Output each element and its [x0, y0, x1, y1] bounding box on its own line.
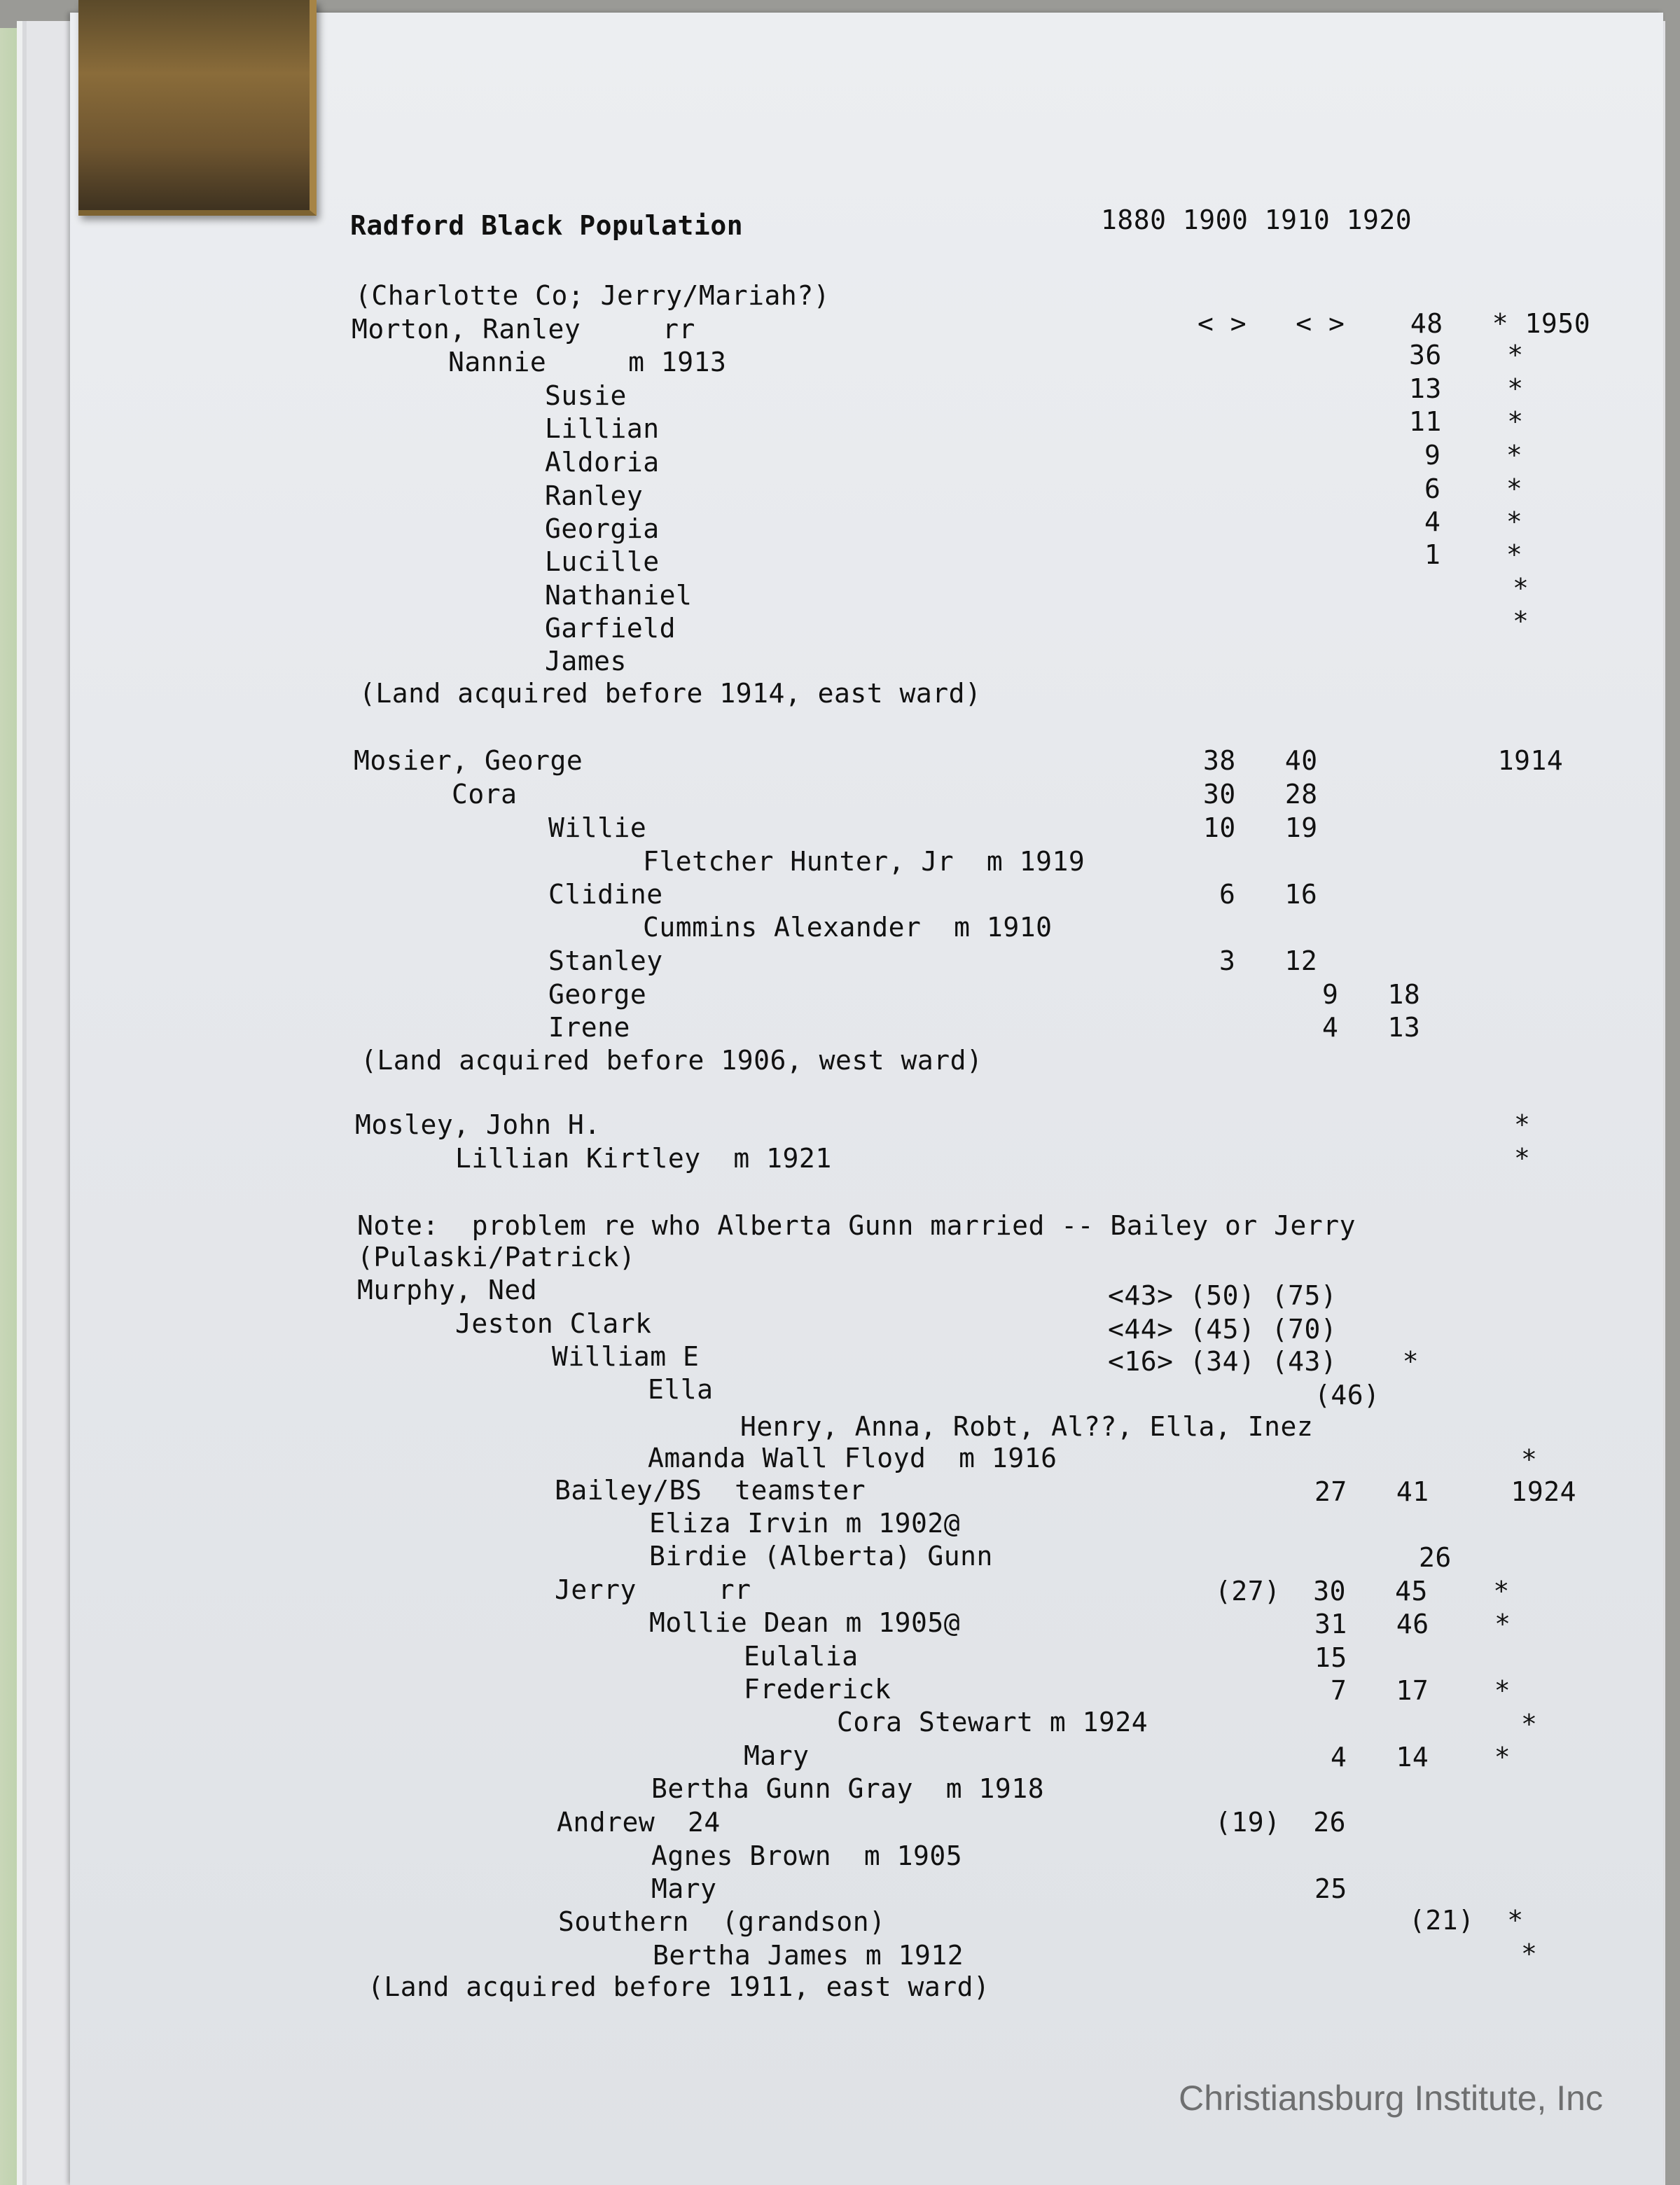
text-line: Southern (grandson): [558, 1906, 886, 1937]
census-values: (27) 30 45 *: [1215, 1576, 1510, 1607]
census-values: 4 14 *: [1331, 1742, 1511, 1773]
text-line: Frederick: [744, 1674, 891, 1705]
text-line: (Charlotte Co; Jerry/Mariah?): [355, 280, 830, 311]
text-line: (Pulaski/Patrick): [357, 1242, 636, 1272]
text-line: Ranley: [545, 480, 644, 511]
text-line: Georgia: [545, 513, 660, 544]
text-line: Amanda Wall Floyd m 1916: [648, 1443, 1057, 1473]
census-values: 38 40 1914: [1203, 745, 1564, 776]
binder-clip: [78, 0, 317, 216]
text-line: James: [545, 646, 627, 677]
text-line: Bailey/BS teamster: [555, 1475, 866, 1506]
census-values: 36 *: [1409, 340, 1524, 370]
text-line: Susie: [545, 380, 627, 411]
census-values: 10 19: [1203, 812, 1318, 843]
text-line: Lillian: [545, 413, 660, 444]
text-line: Aldoria: [545, 447, 660, 478]
text-line: Morton, Ranley rr: [352, 314, 695, 345]
text-line: Nathaniel: [545, 580, 693, 611]
text-line: Stanley: [548, 945, 663, 976]
text-line: Mollie Dean m 1905@: [649, 1607, 961, 1638]
census-values: 30 28: [1203, 779, 1318, 810]
census-values: (19) 26: [1215, 1807, 1347, 1838]
text-line: Mary: [651, 1873, 717, 1904]
census-values: 13 *: [1409, 373, 1524, 404]
text-line: Agnes Brown m 1905: [651, 1840, 963, 1871]
census-years-header: 1880 1900 1910 1920: [1101, 204, 1412, 235]
census-values: 1 *: [1424, 539, 1523, 570]
census-values: (46): [1314, 1380, 1380, 1410]
text-line: (Land acquired before 1906, west ward): [361, 1045, 983, 1076]
text-line: (Land acquired before 1911, east ward): [368, 1971, 990, 2002]
text-line: Jerry rr: [555, 1574, 751, 1605]
census-values: < > < > 48 * 1950: [1197, 308, 1591, 339]
text-line: Willie: [548, 812, 647, 843]
text-line: Jeston Clark: [455, 1308, 652, 1339]
census-values: *: [1521, 1444, 1538, 1475]
text-line: Mosier, George: [354, 745, 583, 776]
text-line: Mary: [744, 1740, 810, 1771]
page-title: Radford Black Population: [350, 210, 744, 241]
text-line: Ella: [648, 1374, 714, 1405]
census-values: 25: [1314, 1873, 1347, 1904]
census-values: 9 18: [1322, 979, 1421, 1010]
census-values: 4 13: [1322, 1012, 1421, 1043]
text-line: Cummins Alexander m 1910: [643, 912, 1053, 943]
census-values: 26: [1419, 1542, 1452, 1573]
text-line: Nannie m 1913: [448, 347, 727, 377]
text-line: Bertha James m 1912: [653, 1940, 964, 1971]
census-values: *: [1514, 1109, 1531, 1140]
text-line: George: [548, 979, 647, 1010]
text-line: William E: [552, 1341, 700, 1372]
census-values: *: [1514, 1143, 1531, 1174]
text-line: Murphy, Ned: [357, 1275, 538, 1305]
census-values: *: [1521, 1938, 1538, 1969]
census-values: (21) *: [1409, 1905, 1524, 1936]
census-values: <43> (50) (75): [1108, 1280, 1338, 1311]
text-line: Note: problem re who Alberta Gunn married -- Bailey or Jerry: [357, 1210, 1356, 1241]
text-line: Birdie (Alberta) Gunn: [649, 1541, 993, 1572]
text-line: Andrew 24: [557, 1807, 721, 1838]
census-values: 3 12: [1219, 945, 1318, 976]
text-line: Clidine: [548, 879, 663, 910]
census-values: 31 46 *: [1314, 1609, 1511, 1639]
census-values: 7 17 *: [1331, 1675, 1511, 1706]
census-values: 9 *: [1424, 440, 1523, 471]
text-line: Mosley, John H.: [355, 1109, 601, 1140]
census-values: <44> (45) (70): [1108, 1314, 1338, 1345]
census-values: *: [1513, 573, 1529, 604]
census-values: 6 16: [1219, 879, 1318, 910]
text-line: Irene: [548, 1012, 630, 1043]
census-values: <16> (34) (43) *: [1108, 1346, 1419, 1377]
census-values: *: [1513, 606, 1529, 637]
census-values: 4 *: [1424, 506, 1523, 537]
text-line: Eulalia: [744, 1641, 859, 1672]
text-line: Fletcher Hunter, Jr m 1919: [643, 846, 1085, 877]
census-values: *: [1521, 1709, 1538, 1740]
census-values: 15: [1314, 1642, 1347, 1673]
text-line: Henry, Anna, Robt, Al??, Ella, Inez: [740, 1411, 1314, 1442]
text-line: Lucille: [545, 546, 660, 577]
census-values: 6 *: [1424, 473, 1523, 504]
census-values: 27 41 1924: [1314, 1476, 1577, 1507]
text-line: Eliza Irvin m 1902@: [649, 1508, 961, 1539]
text-line: (Land acquired before 1914, east ward): [359, 678, 982, 709]
text-line: Cora Stewart m 1924: [837, 1707, 1148, 1737]
archive-watermark: Christiansburg Institute, Inc: [1179, 2079, 1603, 2118]
text-line: Bertha Gunn Gray m 1918: [651, 1773, 1045, 1804]
text-line: Cora: [452, 779, 518, 810]
text-line: Garfield: [545, 613, 676, 644]
census-values: 11 *: [1409, 406, 1524, 437]
text-line: Lillian Kirtley m 1921: [455, 1143, 832, 1174]
